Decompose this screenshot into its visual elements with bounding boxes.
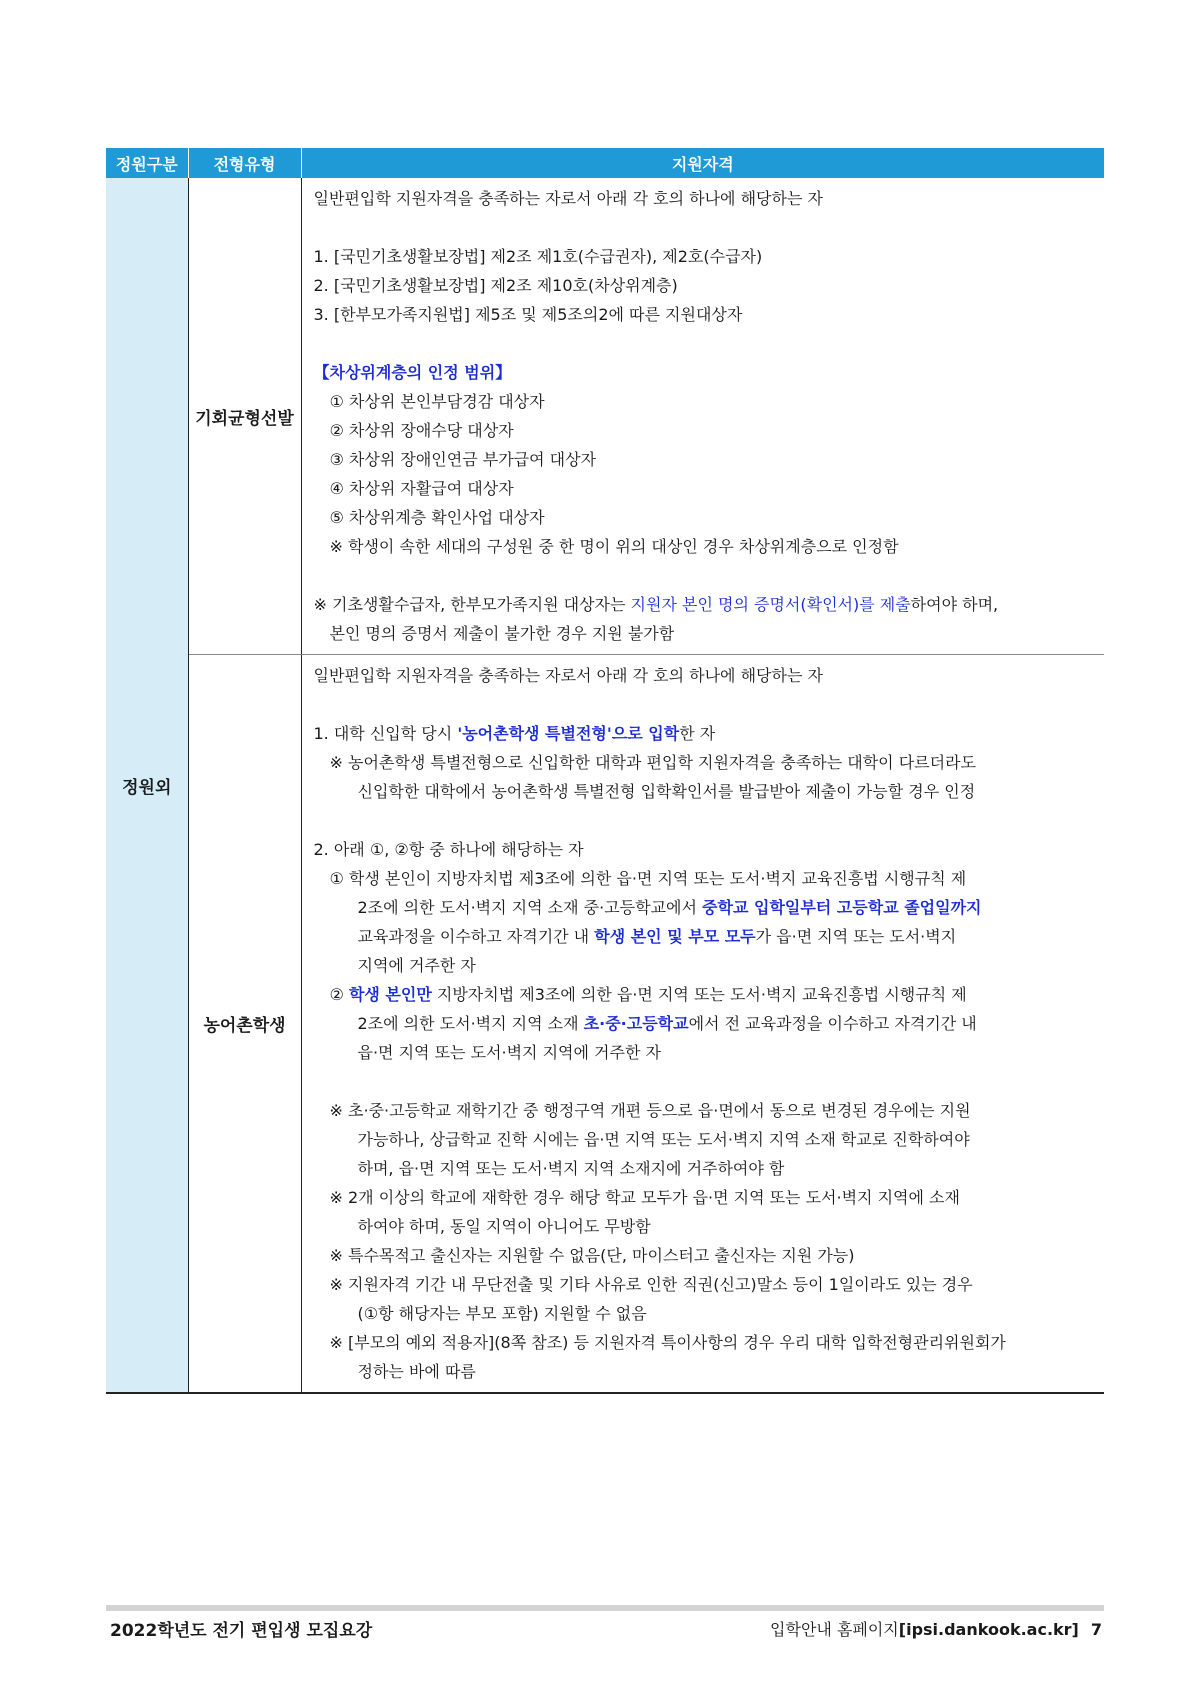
intro-text: 일반편입학 지원자격을 충족하는 자로서 아래 각 호의 하나에 해당하는 자 [313,189,823,208]
certificate-note: ※ 기초생활수급자, 한부모가족지원 대상자는 지원자 본인 명의 증명서(확인서)를 제출하여야 하며, [313,595,999,614]
sub-item-a-line4: 지역에 거주한 자 [357,956,476,975]
table-row [106,178,1104,655]
school-period-highlight: 중학교 입학일부터 고등학교 졸업일까지 [702,898,982,917]
school-levels-highlight: 초·중·고등학교 [583,1014,689,1033]
header-quota-category: 정원구분 [106,148,188,178]
header-qualification: 지원자격 [301,148,1104,178]
header-admission-type: 전형유형 [188,148,301,178]
footer-homepage-url[interactable]: [ipsi.dankook.ac.kr] [898,1620,1079,1639]
list-item: 1. 대학 신입학 당시 '농어촌학생 특별전형'으로 입학한 자 [313,724,716,743]
range-title: 【차상위계층의 인정 범위】 [313,363,512,382]
range-item: ⑤ 차상위계층 확인사업 대상자 [329,508,545,527]
type-cell-rural: 농어촌학생 [188,655,301,1394]
footer-homepage [770,1617,1102,1640]
note-item-cont: 하여야 하며, 동일 지역이 아니어도 무방함 [357,1217,651,1236]
footer-divider [106,1605,1104,1611]
certificate-highlight: 지원자 본인 명의 증명서(확인서)를 제출 [630,595,911,614]
note-item: ※ 초·중·고등학교 재학기간 중 행정구역 개편 등으로 읍·면에서 동으로 변경된 경우에는 지원 [329,1101,971,1120]
sub-item-b: ② 학생 본인만 지방자치법 제3조에 의한 읍·면 지역 또는 도서·벽지 교육진흥법 시행규칙 제 [329,985,967,1004]
list-item: 3. [한부모가족지원법] 제5조 및 제5조의2에 따른 지원대상자 [313,305,743,324]
student-only-highlight: 학생 본인만 [348,985,432,1004]
type-cell-opportunity: 기회균형선발 [188,178,301,655]
item1-note: ※ 농어촌학생 특별전형으로 신입학한 대학과 편입학 지원자격을 충족하는 대학이 다르더라도 [329,753,977,772]
admission-qualification-table [106,148,1104,1394]
note-item: ※ 지원자격 기간 내 무단전출 및 기타 사유로 인한 직권(신고)말소 등이 1일이라도 있는 경우 [329,1275,973,1294]
sub-item-b-line2: 2조에 의한 도서·벽지 지역 소재 초·중·고등학교에서 전 교육과정을 이수하고 자격기간 내 [357,1014,977,1033]
note-item-cont: 하며, 읍·면 지역 또는 도서·벽지 지역 소재지에 거주하여야 함 [357,1159,785,1178]
sub-item-a-line3: 교육과정을 이수하고 자격기간 내 학생 본인 및 부모 모두가 읍·면 지역 또는 도서·벽지 [357,927,957,946]
qualification-cell-rural [301,655,1104,1394]
range-item: ④ 차상위 자활급여 대상자 [329,479,514,498]
item1-note-line2: 신입학한 대학에서 농어촌학생 특별전형 입학확인서를 발급받아 제출이 가능할 경우 인정 [357,782,976,801]
qualification-cell-opportunity [301,178,1104,655]
range-item: ③ 차상위 장애인연금 부가급여 대상자 [329,450,597,469]
range-item: ② 차상위 장애수당 대상자 [329,421,514,440]
footer-homepage-label: 입학안내 홈페이지 [770,1620,899,1639]
range-item: ① 차상위 본인부담경감 대상자 [329,392,545,411]
note-item-cont: (①항 해당자는 부모 포함) 지원할 수 없음 [357,1304,647,1323]
note-item-cont: 가능하나, 상급학교 진학 시에는 읍·면 지역 또는 도서·벽지 지역 소재 학교로 진학하여야 [357,1130,970,1149]
student-and-parents-highlight: 학생 본인 및 부모 모두 [594,927,756,946]
category-cell: 정원외 [106,178,188,1393]
list-item: 1. [국민기초생활보장법] 제2조 제1호(수급권자), 제2호(수급자) [313,247,763,266]
sub-item-a-line2: 2조에 의한 도서·벽지 지역 소재 중·고등학교에서 중학교 입학일부터 고등학교 졸업일까지 [357,898,982,917]
note-item-cont: 정하는 바에 따름 [357,1362,476,1381]
certificate-note-line2: 본인 명의 증명서 제출이 불가한 경우 지원 불가함 [329,624,675,643]
list-item: 2. [국민기초생활보장법] 제2조 제10호(차상위계층) [313,276,678,295]
footer-title: 2022학년도 전기 편입생 모집요강 [110,1621,373,1641]
table-row [106,655,1104,1394]
intro-text: 일반편입학 지원자격을 충족하는 자로서 아래 각 호의 하나에 해당하는 자 [313,666,823,685]
page-number: 7 [1090,1620,1102,1639]
rural-admission-highlight: '농어촌학생 특별전형'으로 입학 [457,724,680,743]
sub-item-b-line3: 읍·면 지역 또는 도서·벽지 지역에 거주한 자 [357,1043,661,1062]
table-header-row [106,148,1104,178]
range-note: ※ 학생이 속한 세대의 구성원 중 한 명이 위의 대상인 경우 차상위계층으로 인정함 [329,537,899,556]
note-item: ※ 특수목적고 출신자는 지원할 수 없음(단, 마이스터고 출신자는 지원 가능) [329,1246,855,1265]
note-item: ※ [부모의 예외 적용자](8쪽 참조) 등 지원자격 특이사항의 경우 우리 대학 입학전형관리위원회가 [329,1333,1006,1352]
sub-item-a: ① 학생 본인이 지방자치법 제3조에 의한 읍·면 지역 또는 도서·벽지 교육진흥법 시행규칙 제 [329,869,967,888]
note-item: ※ 2개 이상의 학교에 재학한 경우 해당 학교 모두가 읍·면 지역 또는 도서·벽지 지역에 소재 [329,1188,960,1207]
list-item: 2. 아래 ①, ②항 중 하나에 해당하는 자 [313,840,584,859]
